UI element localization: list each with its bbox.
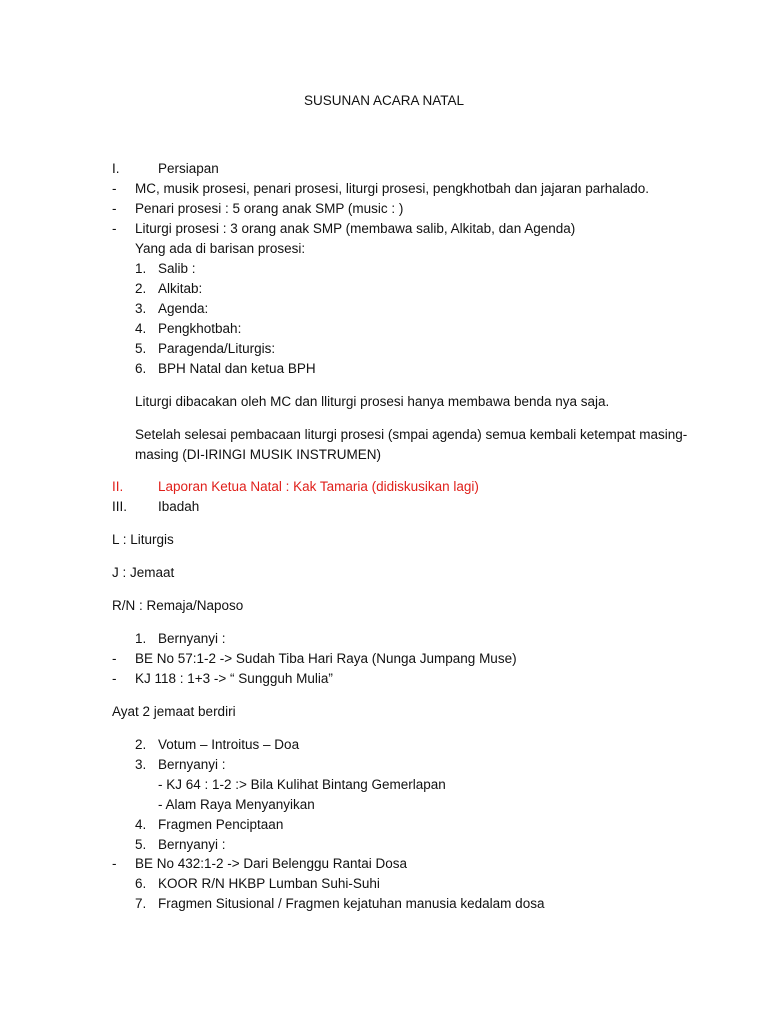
list-item: BPH Natal dan ketua BPH (158, 361, 316, 376)
bullet-dash: - (112, 201, 117, 216)
list-number: 1. (135, 631, 147, 646)
list-number: 3. (135, 301, 147, 316)
list-item: Pengkhotbah: (158, 321, 242, 336)
list-number: 3. (135, 757, 147, 772)
list-item: Bernyanyi : (158, 837, 226, 852)
bullet-text: BE No 432:1-2 -> Dari Belenggu Rantai Dosa (135, 856, 408, 871)
list-number: 4. (135, 817, 147, 832)
list-item: KOOR R/N HKBP Lumban Suhi-Suhi (158, 876, 380, 891)
legend-item: J : Jemaat (112, 565, 175, 580)
list-item: Bernyanyi : (158, 631, 226, 646)
bullet-dash: - (112, 671, 117, 686)
list-number: 2. (135, 737, 147, 752)
paragraph: Setelah selesai pembacaan liturgi prosesi (smpai agenda) semua kembali ketempat masing- (135, 427, 688, 442)
barisan-intro: Yang ada di barisan prosesi: (135, 241, 306, 256)
sub-item: - Alam Raya Menyanyikan (158, 797, 315, 812)
section-label: Laporan Ketua Natal : Kak Tamaria (didiskusikan lagi) (158, 479, 479, 494)
document-title: SUSUNAN ACARA NATAL (303, 93, 465, 108)
section-number: II. (112, 479, 124, 494)
bullet-dash: - (112, 221, 117, 236)
list-item: Fragmen Situsional / Fragmen kejatuhan manusia kedalam dosa (158, 896, 545, 911)
sub-item: - KJ 64 : 1-2 :> Bila Kulihat Bintang Gemerlapan (158, 777, 446, 792)
bullet-dash: - (112, 651, 117, 666)
bullet-text: Penari prosesi : 5 orang anak SMP (music : ) (135, 201, 404, 216)
bullet-text: BE No 57:1-2 -> Sudah Tiba Hari Raya (Nunga Jumpang Muse) (135, 651, 517, 666)
list-number: 5. (135, 341, 147, 356)
list-number: 4. (135, 321, 147, 336)
list-item: Fragmen Penciptaan (158, 817, 284, 832)
list-number: 6. (135, 876, 147, 891)
legend-item: L : Liturgis (112, 532, 174, 547)
bullet-text: KJ 118 : 1+3 -> “ Sungguh Mulia” (135, 671, 333, 686)
legend-item: R/N : Remaja/Naposo (112, 598, 244, 613)
section-number: III. (112, 499, 128, 514)
note-text: Ayat 2 jemaat berdiri (112, 704, 236, 719)
paragraph: masing (DI-IRINGI MUSIK INSTRUMEN) (135, 447, 382, 462)
bullet-dash: - (112, 181, 117, 196)
bullet-text: MC, musik prosesi, penari prosesi, liturgi prosesi, pengkhotbah dan jajaran parhalado. (135, 181, 650, 196)
list-item: Paragenda/Liturgis: (158, 341, 276, 356)
list-number: 1. (135, 261, 147, 276)
paragraph: Liturgi dibacakan oleh MC dan lliturgi prosesi hanya membawa benda nya saja. (135, 394, 610, 409)
list-number: 6. (135, 361, 147, 376)
list-item: Bernyanyi : (158, 757, 226, 772)
section-number: I. (112, 161, 120, 176)
list-item: Alkitab: (158, 281, 203, 296)
list-item: Agenda: (158, 301, 209, 316)
list-number: 5. (135, 837, 147, 852)
list-number: 2. (135, 281, 147, 296)
bullet-text: Liturgi prosesi : 3 orang anak SMP (membawa salib, Alkitab, dan Agenda) (135, 221, 576, 236)
list-number: 7. (135, 896, 147, 911)
list-item: Salib : (158, 261, 196, 276)
list-item: Votum – Introitus – Doa (158, 737, 300, 752)
section-label: Ibadah (158, 499, 200, 514)
bullet-dash: - (112, 856, 117, 871)
section-label: Persiapan (158, 161, 219, 176)
